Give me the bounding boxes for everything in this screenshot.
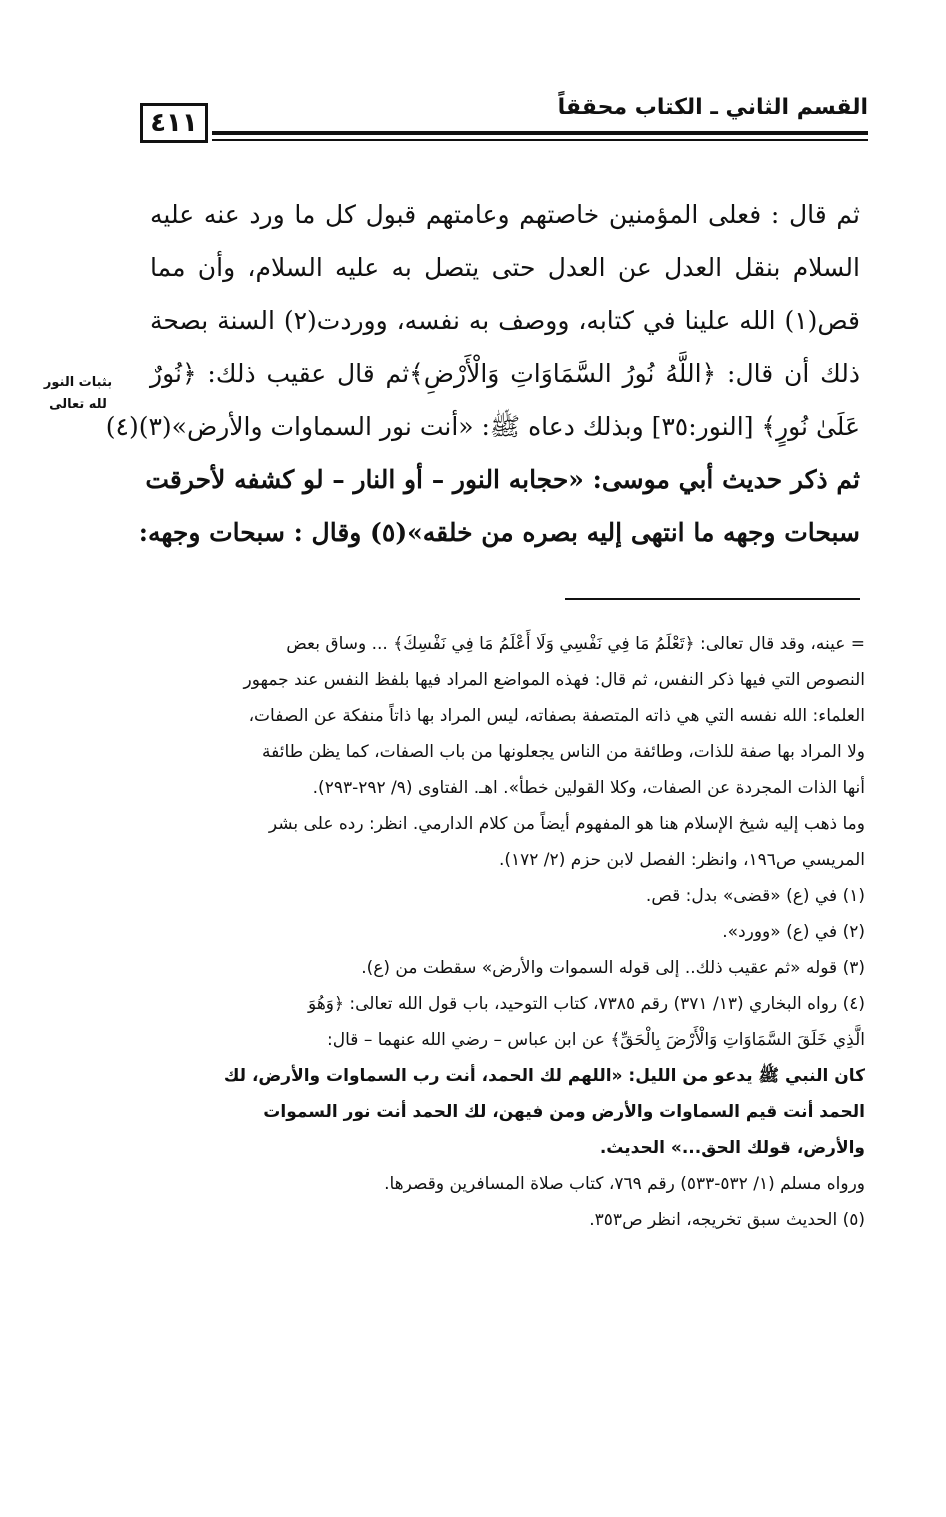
header-rule-thin [212, 139, 868, 141]
footnote-line: = عينه، وقد قال تعالى: ﴿تَعْلَمُ مَا فِي نَفْسِي وَلَا أَعْلَمُ مَا فِي نَفْسِكَ﴾ ... وساق بعض [286, 634, 865, 654]
footnote-3 [150, 950, 865, 986]
footnote-line: الَّذِي خَلَقَ السَّمَاوَاتِ وَالْأَرْضَ بِالْحَقِّ﴾ عن ابن عباس – رضي الله عنهما – قال: [327, 1030, 865, 1050]
main-line: السلام بنقل العدل عن العدل حتى يتصل به عليه السلام، وأن مما [150, 253, 860, 282]
main-line: ذلك أن قال: ﴿اللَّهُ نُورُ السَّمَاوَاتِ وَالْأَرْضِ﴾ثم قال عقيب ذلك: ﴿نُورٌ [150, 359, 860, 388]
footnote-line: (٥) الحديث سبق تخريجه، انظر ص٣٥٣. [589, 1210, 865, 1230]
header-rule-thick [212, 131, 868, 135]
page-header [140, 95, 868, 155]
footnote-line: ورواه مسلم (١/ ٥٣٢-٥٣٣) رقم ٧٦٩، كتاب صلاة المسافرين وقصرها. [384, 1174, 865, 1194]
footnote-line: والأرض، قولك الحق...» الحديث. [599, 1138, 865, 1158]
footnote-line: ولا المراد بها صفة للذات، وطائفة من الناس يجعلونها من باب الصفات، كما يظن طائفة [262, 742, 865, 762]
footnote-line: العلماء: الله نفسه التي هي ذاته المتصفة بصفاته، ليس المراد بها ذاتاً منفكة عن الصفات، [248, 706, 865, 726]
footnote-continuation [150, 626, 865, 878]
main-line: عَلَىٰ نُورٍ﴾ [النور:٣٥] وبذلك دعاه ﷺ: «أنت نور السماوات والأرض»(٣)(٤) [105, 412, 860, 441]
footnote-line: (١) في (ع) «قضى» بدل: قص. [645, 886, 865, 906]
footnote-line: النصوص التي فيها ذكر النفس، ثم قال: فهذه المواضع المراد فيها بلفظ النفس عند جمهور [243, 670, 865, 690]
footnote-line: (٢) في (ع) «وورد». [722, 922, 865, 942]
main-line: سبحات وجهه ما انتهى إليه بصره من خلقه»(٥) وقال : سبحات وجهه: [138, 518, 860, 547]
footnote-line: الحمد أنت قيم السماوات والأرض ومن فيهن، لك الحمد أنت نور السموات [263, 1102, 865, 1122]
footnote-separator [565, 598, 860, 600]
margin-note-line: لله تعالى [49, 397, 107, 412]
footnote-line: (٤) رواه البخاري (١٣/ ٣٧١) رقم ٧٣٨٥، كتاب التوحيد، باب قول الله تعالى: ﴿وَهُوَ [308, 994, 865, 1014]
main-line: قص(١) الله علينا في كتابه، ووصف به نفسه، ووردت(٢) السنة بصحة [150, 306, 860, 335]
main-line: ثم قال : فعلى المؤمنين خاصتهم وعامتهم قبول كل ما ورد عنه عليه [150, 200, 860, 229]
main-text [105, 188, 860, 559]
page-number: ٤١١ [140, 103, 208, 143]
footnote-2 [150, 914, 865, 950]
footnote-4 [150, 986, 865, 1202]
footnote-line: (٣) قوله «ثم عقيب ذلك.. إلى قوله السموات والأرض» سقطت من (ع). [361, 958, 865, 978]
running-head: القسم الثاني ـ الكتاب محققاً [557, 95, 868, 120]
main-line: ثم ذكر حديث أبي موسى: «حجابه النور – أو النار – لو كشفه لأحرقت [145, 465, 860, 494]
footnote-line: كان النبي ﷺ يدعو من الليل: «اللهم لك الحمد، أنت رب السماوات والأرض، لك [223, 1066, 865, 1086]
footnote-line: أنها الذات المجردة عن الصفات، وكلا القولين خطأ». اهـ. الفتاوى (٩/ ٢٩٢-٢٩٣). [312, 778, 865, 798]
footnote-1 [150, 878, 865, 914]
footnote-line: وما ذهب إليه شيخ الإسلام هنا هو المفهوم أيضاً من كلام الدارمي. انظر: رده على بشر [268, 814, 865, 834]
footnote-line: المريسي ص١٩٦، وانظر: الفصل لابن حزم (٢/ ١٧٢). [498, 850, 865, 870]
footnotes [150, 626, 865, 1238]
margin-note-line: بثبات النور [43, 375, 113, 390]
footnote-5 [150, 1202, 865, 1238]
